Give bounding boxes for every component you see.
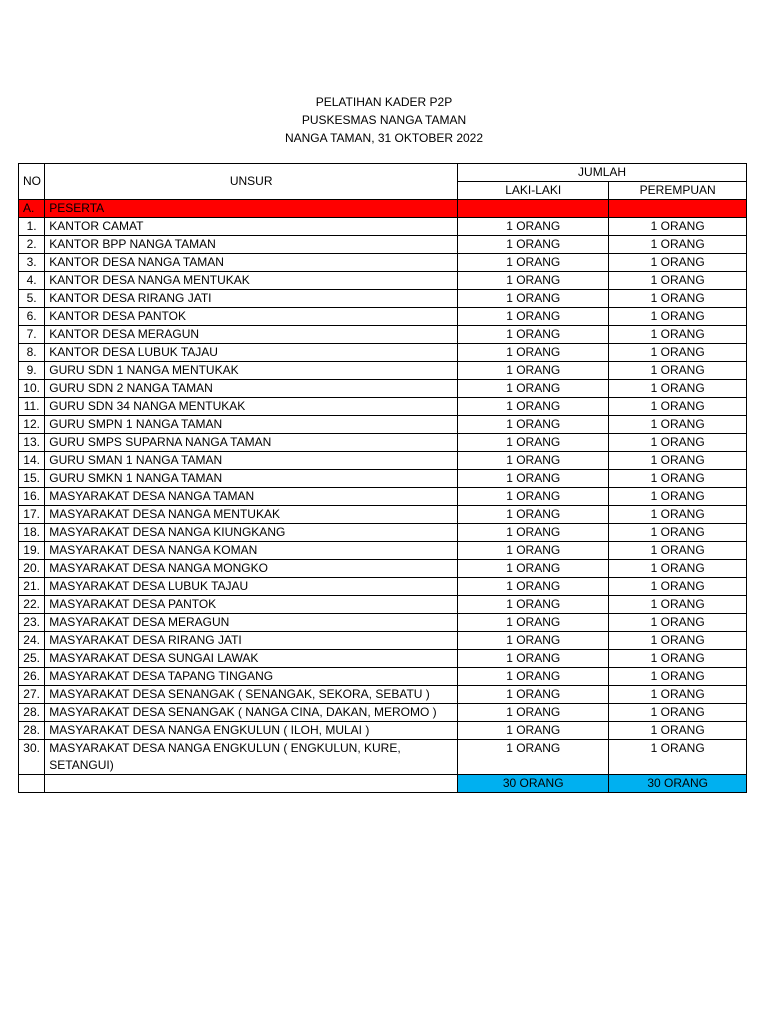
table-row: [19, 596, 747, 614]
row-perempuan: 1 ORANG: [609, 596, 747, 614]
totals-empty-no: [19, 775, 45, 793]
row-perempuan: 1 ORANG: [609, 254, 747, 272]
row-perempuan: 1 ORANG: [609, 632, 747, 650]
row-no: 21.: [19, 578, 45, 596]
row-unsur: [45, 740, 458, 775]
row-laki: 1 ORANG: [458, 290, 609, 308]
row-unsur: MASYARAKAT DESA NANGA ENGKULUN ( ILOH, MULAI ): [45, 722, 458, 740]
row-unsur: MASYARAKAT DESA NANGA KIUNGKANG: [45, 524, 458, 542]
row-no: 5.: [19, 290, 45, 308]
row-perempuan: 1 ORANG: [609, 416, 747, 434]
row-laki: 1 ORANG: [458, 416, 609, 434]
row-laki: 1 ORANG: [458, 254, 609, 272]
row-unsur: MASYARAKAT DESA NANGA KOMAN: [45, 542, 458, 560]
header-no: NO: [19, 164, 45, 200]
row-perempuan: 1 ORANG: [609, 218, 747, 236]
section-empty-laki: [458, 200, 609, 218]
row-no: 2.: [19, 236, 45, 254]
table-row: [19, 398, 747, 416]
table-row: [19, 668, 747, 686]
row-laki: 1 ORANG: [458, 236, 609, 254]
row-no: 20.: [19, 560, 45, 578]
row-perempuan: 1 ORANG: [609, 452, 747, 470]
row-unsur: GURU SDN 1 NANGA MENTUKAK: [45, 362, 458, 380]
row-no: 22.: [19, 596, 45, 614]
row-perempuan: 1 ORANG: [609, 740, 747, 775]
totals-row: [19, 775, 747, 793]
row-unsur: MASYARAKAT DESA NANGA TAMAN: [45, 488, 458, 506]
table-row-last: [19, 740, 747, 775]
table-row: [19, 650, 747, 668]
row-perempuan: 1 ORANG: [609, 434, 747, 452]
section-empty-perempuan: [609, 200, 747, 218]
row-no: 12.: [19, 416, 45, 434]
row-perempuan: 1 ORANG: [609, 614, 747, 632]
row-no: 13.: [19, 434, 45, 452]
row-laki: 1 ORANG: [458, 632, 609, 650]
table-row: [19, 236, 747, 254]
row-no: 16.: [19, 488, 45, 506]
row-laki: 1 ORANG: [458, 344, 609, 362]
table-row: [19, 578, 747, 596]
row-laki: 1 ORANG: [458, 596, 609, 614]
row-unsur: MASYARAKAT DESA RIRANG JATI: [45, 632, 458, 650]
row-unsur: MASYARAKAT DESA TAPANG TINGANG: [45, 668, 458, 686]
row-unsur: MASYARAKAT DESA SENANGAK ( SENANGAK, SEKORA, SEBATU ): [45, 686, 458, 704]
row-perempuan: 1 ORANG: [609, 704, 747, 722]
row-laki: 1 ORANG: [458, 614, 609, 632]
row-laki: 1 ORANG: [458, 470, 609, 488]
row-unsur: KANTOR DESA NANGA TAMAN: [45, 254, 458, 272]
table-row: [19, 272, 747, 290]
table-row: [19, 308, 747, 326]
row-no: 28.: [19, 704, 45, 722]
table-row: [19, 686, 747, 704]
row-laki: 1 ORANG: [458, 578, 609, 596]
row-no: 11.: [19, 398, 45, 416]
row-perempuan: 1 ORANG: [609, 542, 747, 560]
row-unsur: GURU SMPS SUPARNA NANGA TAMAN: [45, 434, 458, 452]
row-unsur: KANTOR BPP NANGA TAMAN: [45, 236, 458, 254]
totals-empty-unsur: [45, 775, 458, 793]
row-unsur: MASYARAKAT DESA NANGA MONGKO: [45, 560, 458, 578]
row-unsur: MASYARAKAT DESA LUBUK TAJAU: [45, 578, 458, 596]
row-no: 27.: [19, 686, 45, 704]
row-perempuan: 1 ORANG: [609, 560, 747, 578]
table-row: [19, 722, 747, 740]
section-no: A.: [19, 200, 45, 218]
row-laki: 1 ORANG: [458, 326, 609, 344]
participant-table: [18, 163, 747, 793]
title-line-2: PUSKESMAS NANGA TAMAN: [301, 113, 467, 127]
row-perempuan: 1 ORANG: [609, 470, 747, 488]
table-row: [19, 452, 747, 470]
row-unsur: GURU SDN 2 NANGA TAMAN: [45, 380, 458, 398]
row-laki: 1 ORANG: [458, 452, 609, 470]
row-perempuan: 1 ORANG: [609, 290, 747, 308]
row-unsur: GURU SDN 34 NANGA MENTUKAK: [45, 398, 458, 416]
row-no: 26.: [19, 668, 45, 686]
row-perempuan: 1 ORANG: [609, 524, 747, 542]
row-laki: 1 ORANG: [458, 398, 609, 416]
row-no: 15.: [19, 470, 45, 488]
table-row: [19, 488, 747, 506]
row-unsur: MASYARAKAT DESA MERAGUN: [45, 614, 458, 632]
row-perempuan: 1 ORANG: [609, 650, 747, 668]
total-laki: 30 ORANG: [458, 775, 609, 793]
row-unsur: GURU SMAN 1 NANGA TAMAN: [45, 452, 458, 470]
row-no: 25.: [19, 650, 45, 668]
title-line-3: NANGA TAMAN, 31 OKTOBER 2022: [284, 131, 484, 145]
table-row: [19, 344, 747, 362]
table-row: [19, 560, 747, 578]
row-laki: 1 ORANG: [458, 434, 609, 452]
row-laki: 1 ORANG: [458, 488, 609, 506]
row-no: 8.: [19, 344, 45, 362]
table-row: [19, 380, 747, 398]
row-unsur-line-1: MASYARAKAT DESA NANGA ENGKULUN ( ENGKULUN, KURE,: [49, 741, 401, 755]
row-no: 23.: [19, 614, 45, 632]
row-perempuan: 1 ORANG: [609, 362, 747, 380]
row-no: 19.: [19, 542, 45, 560]
header-laki-laki: LAKI-LAKI: [458, 182, 609, 200]
table-row: [19, 290, 747, 308]
section-label: PESERTA: [45, 200, 458, 218]
row-unsur: KANTOR DESA MERAGUN: [45, 326, 458, 344]
header-perempuan: PEREMPUAN: [609, 182, 747, 200]
row-unsur: KANTOR DESA LUBUK TAJAU: [45, 344, 458, 362]
row-unsur: MASYARAKAT DESA SENANGAK ( NANGA CINA, DAKAN, MEROMO ): [45, 704, 458, 722]
table-row: [19, 254, 747, 272]
row-perempuan: 1 ORANG: [609, 488, 747, 506]
row-perempuan: 1 ORANG: [609, 722, 747, 740]
row-no: 18.: [19, 524, 45, 542]
row-laki: 1 ORANG: [458, 218, 609, 236]
title-line-1: PELATIHAN KADER P2P: [315, 95, 453, 109]
row-no: 9.: [19, 362, 45, 380]
row-laki: 1 ORANG: [458, 686, 609, 704]
row-perempuan: 1 ORANG: [609, 326, 747, 344]
table-row: [19, 218, 747, 236]
row-laki: 1 ORANG: [458, 722, 609, 740]
table-row: [19, 704, 747, 722]
row-perempuan: 1 ORANG: [609, 380, 747, 398]
row-laki: 1 ORANG: [458, 560, 609, 578]
table-row: [19, 470, 747, 488]
row-perempuan: 1 ORANG: [609, 308, 747, 326]
row-unsur: GURU SMKN 1 NANGA TAMAN: [45, 470, 458, 488]
row-no: 3.: [19, 254, 45, 272]
row-unsur: MASYARAKAT DESA PANTOK: [45, 596, 458, 614]
row-laki: 1 ORANG: [458, 524, 609, 542]
row-laki: 1 ORANG: [458, 362, 609, 380]
table-row: [19, 524, 747, 542]
row-perempuan: 1 ORANG: [609, 686, 747, 704]
row-no: 6.: [19, 308, 45, 326]
row-unsur: MASYARAKAT DESA SUNGAI LAWAK: [45, 650, 458, 668]
row-no: 28.: [19, 722, 45, 740]
row-unsur: MASYARAKAT DESA NANGA MENTUKAK: [45, 506, 458, 524]
row-no: 24.: [19, 632, 45, 650]
row-no: 7.: [19, 326, 45, 344]
table-row: [19, 434, 747, 452]
row-no: 10.: [19, 380, 45, 398]
row-laki: 1 ORANG: [458, 668, 609, 686]
row-perempuan: 1 ORANG: [609, 272, 747, 290]
row-unsur: KANTOR DESA PANTOK: [45, 308, 458, 326]
row-perempuan: 1 ORANG: [609, 578, 747, 596]
total-perempuan: 30 ORANG: [609, 775, 747, 793]
row-laki: 1 ORANG: [458, 740, 609, 775]
row-no: 17.: [19, 506, 45, 524]
row-no: 30.: [19, 740, 45, 775]
table-row: [19, 416, 747, 434]
table-row: [19, 326, 747, 344]
row-perempuan: 1 ORANG: [609, 668, 747, 686]
row-laki: 1 ORANG: [458, 506, 609, 524]
row-no: 1.: [19, 218, 45, 236]
table-row: [19, 632, 747, 650]
row-no: 14.: [19, 452, 45, 470]
row-laki: 1 ORANG: [458, 704, 609, 722]
table-row: [19, 614, 747, 632]
row-perempuan: 1 ORANG: [609, 344, 747, 362]
table-row: [19, 542, 747, 560]
row-unsur: KANTOR DESA RIRANG JATI: [45, 290, 458, 308]
document-header: [0, 93, 768, 147]
row-laki: 1 ORANG: [458, 650, 609, 668]
header-unsur: UNSUR: [45, 164, 458, 200]
section-row: [19, 200, 747, 218]
table-row: [19, 506, 747, 524]
row-unsur-line-2: SETANGUI): [49, 758, 114, 772]
row-laki: 1 ORANG: [458, 542, 609, 560]
row-perempuan: 1 ORANG: [609, 236, 747, 254]
row-laki: 1 ORANG: [458, 380, 609, 398]
row-perempuan: 1 ORANG: [609, 398, 747, 416]
row-perempuan: 1 ORANG: [609, 506, 747, 524]
header-jumlah: JUMLAH: [458, 164, 747, 182]
row-unsur: KANTOR DESA NANGA MENTUKAK: [45, 272, 458, 290]
row-laki: 1 ORANG: [458, 272, 609, 290]
row-no: 4.: [19, 272, 45, 290]
row-laki: 1 ORANG: [458, 308, 609, 326]
row-unsur: GURU SMPN 1 NANGA TAMAN: [45, 416, 458, 434]
row-unsur: KANTOR CAMAT: [45, 218, 458, 236]
table-row: [19, 362, 747, 380]
